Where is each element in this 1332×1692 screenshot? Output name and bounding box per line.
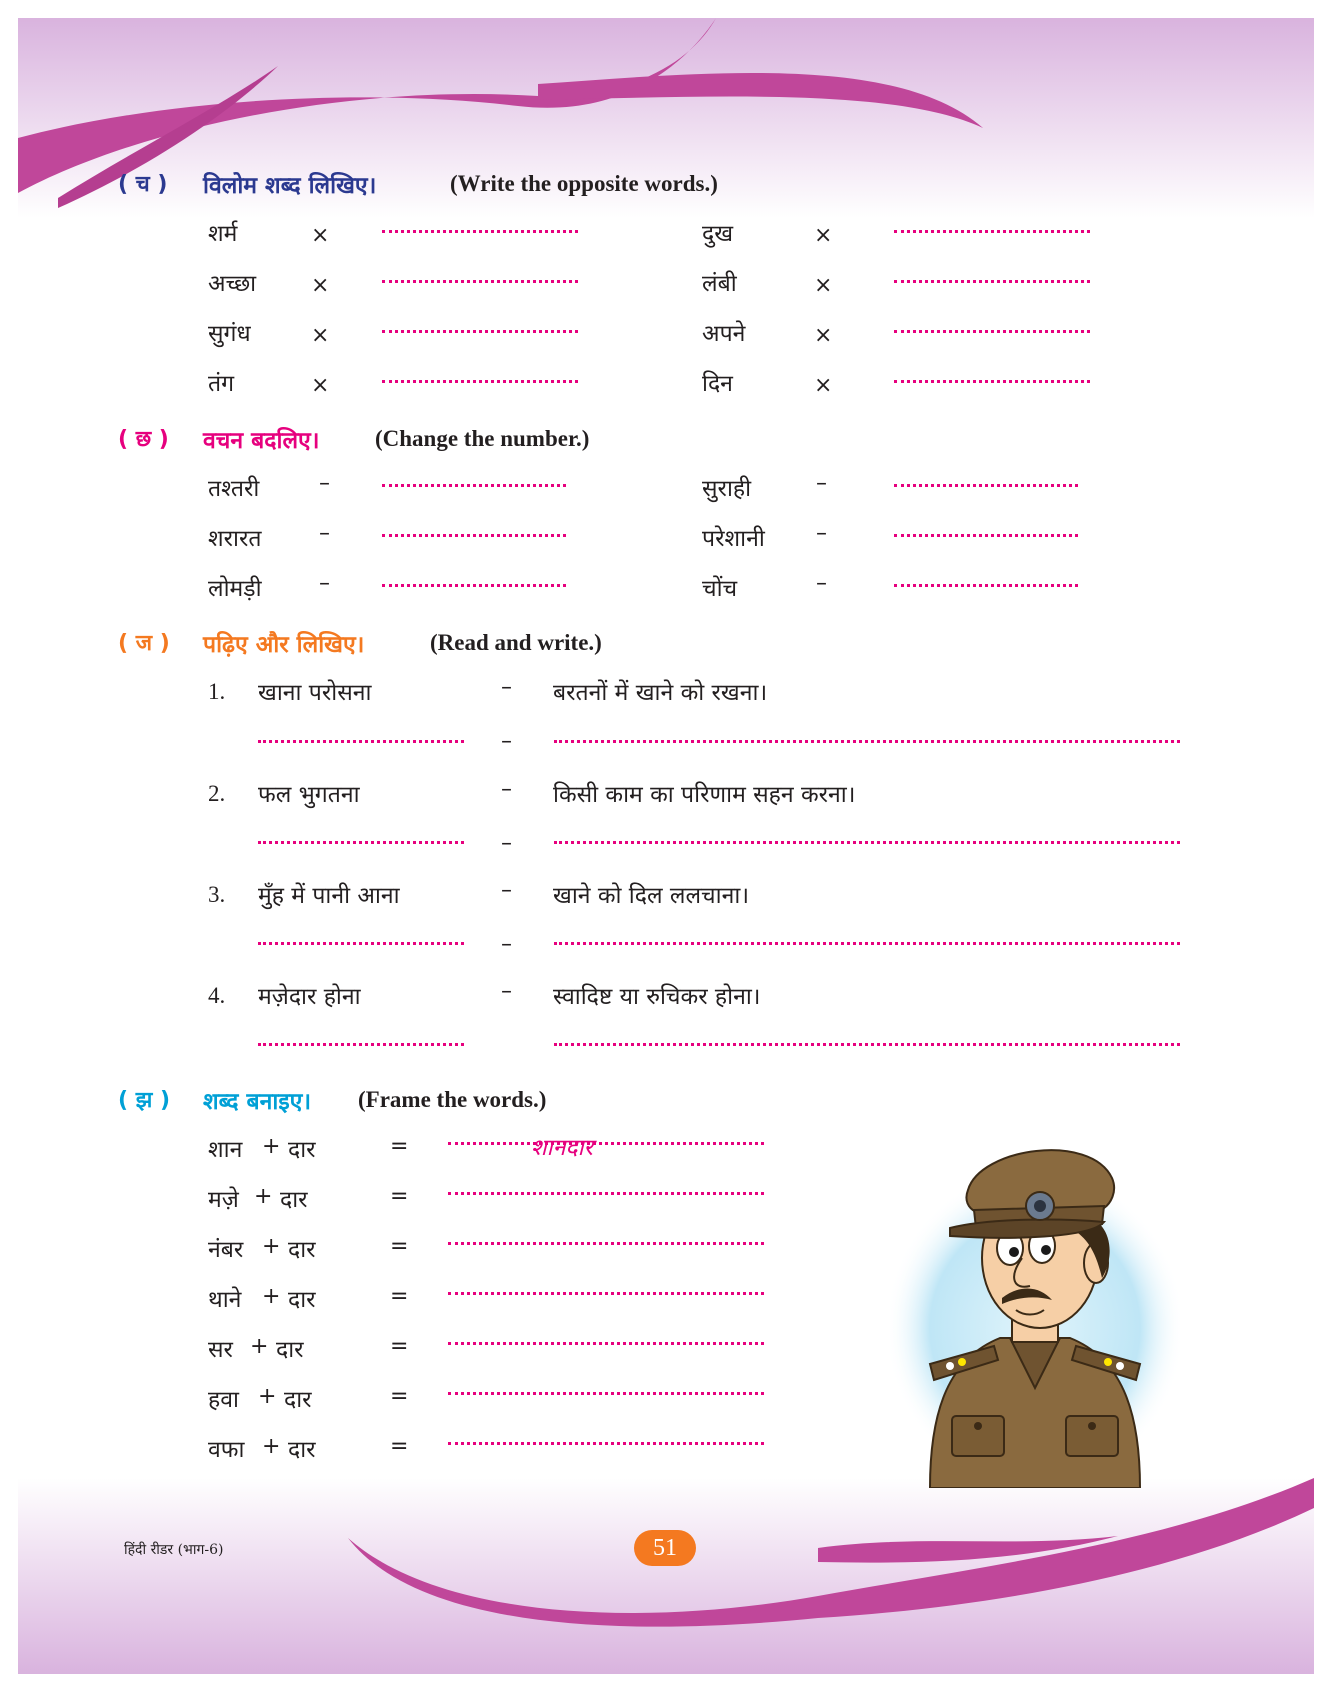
dash-symbol: – (501, 878, 512, 903)
answer-line[interactable] (448, 1242, 764, 1245)
answer-line[interactable] (382, 280, 578, 283)
answer-line[interactable] (894, 230, 1090, 233)
word-part: शान (208, 1137, 243, 1163)
equals-symbol: = (390, 1334, 409, 1359)
section-cha-title: विलोम शब्द लिखिए। (203, 173, 377, 199)
section-jha-title: शब्द बनाइए। (203, 1089, 312, 1115)
equals-symbol: = (390, 1434, 409, 1459)
answer-line[interactable] (554, 1043, 1180, 1046)
idiom-phrase: मज़ेदार होना (258, 984, 361, 1010)
book-title-footer: हिंदी रीडर (भाग-6) (124, 1542, 224, 1558)
number-word: तश्तरी (208, 476, 260, 502)
worksheet-page (18, 18, 1314, 1674)
answer-line[interactable] (382, 230, 578, 233)
word-part: सर (208, 1337, 233, 1363)
bottom-ribbon-decoration (18, 1478, 1314, 1674)
answer-line[interactable] (448, 1142, 764, 1145)
cross-symbol: × (814, 323, 833, 348)
dash-symbol: – (319, 571, 330, 596)
police-officer-illustration (890, 1128, 1180, 1488)
sample-answer: शानदार (531, 1135, 593, 1161)
item-number: 3. (208, 882, 226, 907)
answer-line[interactable] (554, 841, 1180, 844)
plus-symbol: + (262, 1234, 281, 1259)
answer-line[interactable] (258, 1043, 464, 1046)
word-part: मज़े (208, 1187, 239, 1213)
antonym-word: दिन (702, 371, 733, 397)
equals-symbol: = (390, 1284, 409, 1309)
dash-symbol: – (501, 729, 512, 754)
answer-line[interactable] (554, 942, 1180, 945)
dash-symbol: – (319, 521, 330, 546)
cross-symbol: × (311, 373, 330, 398)
plus-symbol: + (258, 1384, 277, 1409)
answer-line[interactable] (448, 1392, 764, 1395)
suffix-part: दार (288, 1437, 316, 1463)
number-word: चोंच (702, 576, 738, 602)
equals-symbol: = (390, 1184, 409, 1209)
cross-symbol: × (814, 223, 833, 248)
answer-line[interactable] (448, 1442, 764, 1445)
item-number: 2. (208, 781, 226, 806)
idiom-meaning: खाने को दिल ललचाना। (553, 883, 750, 909)
dash-symbol: – (501, 831, 512, 856)
dash-symbol: – (501, 932, 512, 957)
equals-symbol: = (390, 1384, 409, 1409)
section-chha-label: ( छ ) (118, 427, 169, 452)
answer-line[interactable] (554, 740, 1180, 743)
suffix-part: दार (288, 1237, 316, 1263)
idiom-phrase: मुँह में पानी आना (258, 883, 400, 909)
answer-line[interactable] (894, 484, 1078, 487)
plus-symbol: + (250, 1334, 269, 1359)
answer-line[interactable] (382, 484, 566, 487)
antonym-word: अच्छा (208, 271, 257, 297)
answer-line[interactable] (382, 330, 578, 333)
suffix-part: दार (288, 1287, 316, 1313)
idiom-meaning: बरतनों में खाने को रखना। (553, 680, 768, 706)
number-word: शरारत (208, 526, 262, 552)
word-part: नंबर (208, 1237, 244, 1263)
suffix-part: दार (280, 1187, 308, 1213)
antonym-word: दुख (702, 221, 734, 247)
dash-symbol: – (319, 471, 330, 496)
section-ja-english: (Read and write.) (430, 630, 602, 655)
answer-line[interactable] (258, 740, 464, 743)
section-jha-english: (Frame the words.) (358, 1087, 547, 1112)
idiom-meaning: किसी काम का परिणाम सहन करना। (553, 782, 856, 808)
section-cha-english: (Write the opposite words.) (450, 171, 718, 196)
answer-line[interactable] (258, 942, 464, 945)
suffix-part: दार (288, 1137, 316, 1163)
word-part: वफा (208, 1437, 245, 1463)
antonym-word: सुगंध (208, 321, 251, 347)
plus-symbol: + (262, 1284, 281, 1309)
section-ja-title: पढ़िए और लिखिए। (203, 632, 365, 658)
answer-line[interactable] (258, 841, 464, 844)
idiom-phrase: खाना परोसना (258, 680, 372, 706)
dash-symbol: – (501, 675, 512, 700)
answer-line[interactable] (448, 1342, 764, 1345)
plus-symbol: + (262, 1434, 281, 1459)
section-ja-label: ( ज ) (118, 631, 170, 656)
number-word: लोमड़ी (208, 576, 262, 602)
plus-symbol: + (262, 1134, 281, 1159)
antonym-word: शर्म (208, 221, 238, 247)
antonym-word: लंबी (702, 271, 737, 297)
section-jha-label: ( झ ) (118, 1088, 171, 1113)
idiom-phrase: फल भुगतना (258, 782, 360, 808)
answer-line[interactable] (894, 584, 1078, 587)
dash-symbol: – (501, 979, 512, 1004)
answer-line[interactable] (894, 280, 1090, 283)
cross-symbol: × (311, 273, 330, 298)
section-cha-label: ( च ) (118, 172, 168, 197)
answer-line[interactable] (448, 1292, 764, 1295)
answer-line[interactable] (382, 584, 566, 587)
cross-symbol: × (311, 223, 330, 248)
dash-symbol: – (501, 777, 512, 802)
page-number: 51 (634, 1530, 696, 1566)
dash-symbol: – (816, 571, 827, 596)
answer-line[interactable] (382, 380, 578, 383)
section-chha-title: वचन बदलिए। (203, 428, 320, 454)
word-part: हवा (208, 1387, 239, 1413)
answer-line[interactable] (894, 330, 1090, 333)
dash-symbol: – (816, 471, 827, 496)
answer-line[interactable] (448, 1192, 764, 1195)
equals-symbol: = (390, 1134, 409, 1159)
section-chha-english: (Change the number.) (375, 426, 590, 451)
answer-line[interactable] (894, 380, 1090, 383)
word-part: थाने (208, 1287, 242, 1313)
answer-line[interactable] (382, 534, 566, 537)
cross-symbol: × (814, 373, 833, 398)
antonym-word: अपने (702, 321, 746, 347)
item-number: 1. (208, 679, 226, 704)
item-number: 4. (208, 983, 226, 1008)
cross-symbol: × (311, 323, 330, 348)
suffix-part: दार (284, 1387, 312, 1413)
plus-symbol: + (254, 1184, 273, 1209)
number-word: सुराही (702, 476, 752, 502)
equals-symbol: = (390, 1234, 409, 1259)
idiom-meaning: स्वादिष्ट या रुचिकर होना। (553, 984, 761, 1010)
suffix-part: दार (276, 1337, 304, 1363)
number-word: परेशानी (702, 526, 765, 552)
dash-symbol: – (816, 521, 827, 546)
antonym-word: तंग (208, 371, 235, 397)
cross-symbol: × (814, 273, 833, 298)
answer-line[interactable] (894, 534, 1078, 537)
